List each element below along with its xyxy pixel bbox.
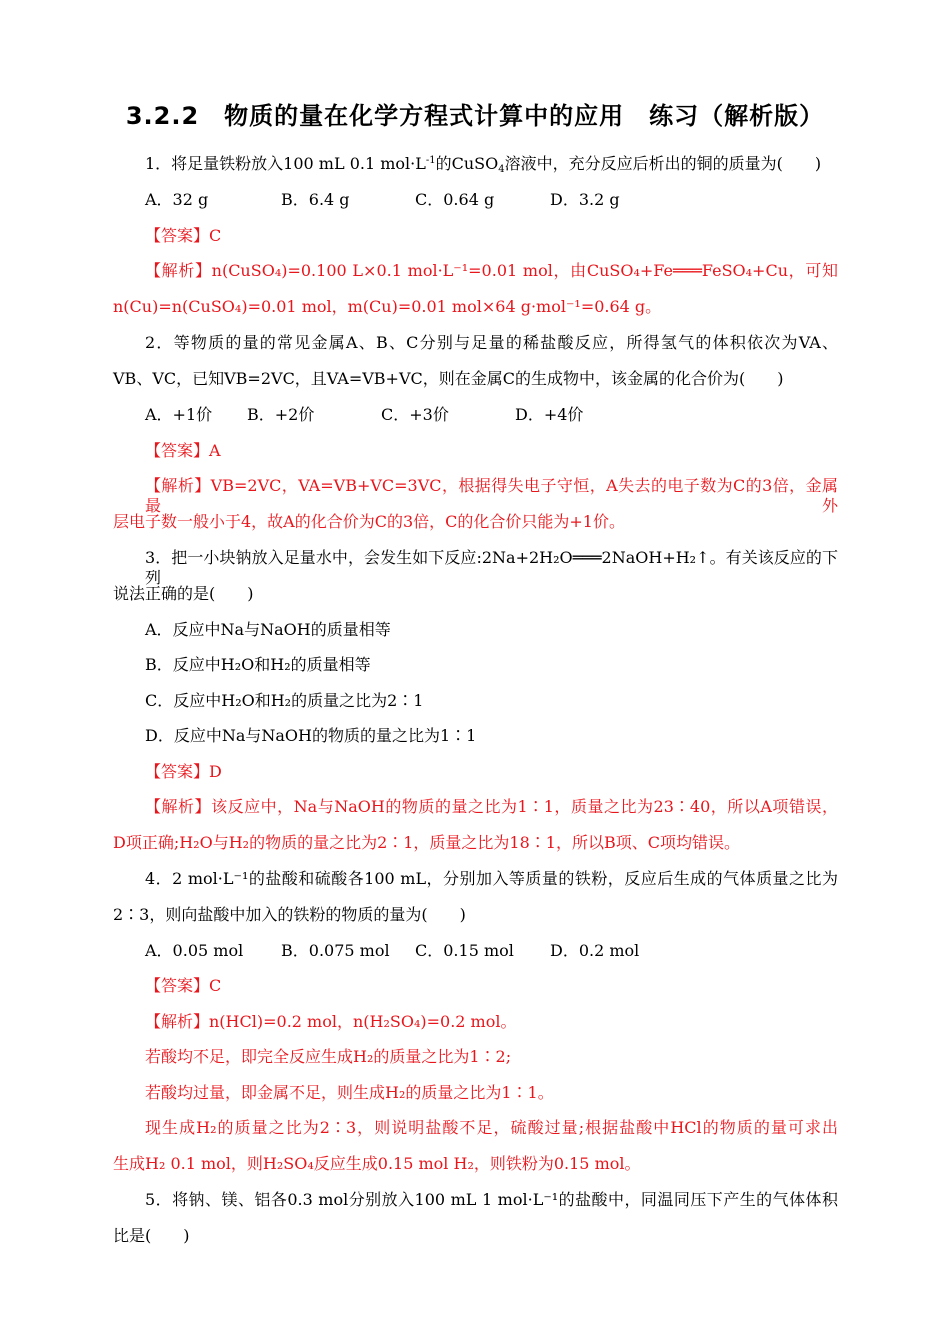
option-b: B．6.4 g — [281, 190, 350, 209]
question-3-explanation-line-1: 【解析】该反应中，Na与NaOH的物质的量之比为1∶1，质量之比为23∶40，所以A项错误， — [145, 797, 838, 816]
question-1-stem-sub: 4 — [498, 164, 505, 175]
question-2-answer: 【答案】A — [145, 441, 221, 460]
question-3-stem-line-2: 说法正确的是( ) — [113, 584, 254, 603]
option-d: D．0.2 mol — [550, 941, 640, 960]
option-c: C．0.15 mol — [415, 941, 514, 960]
question-1-stem-text-c: 溶液中，充分反应后析出的铜的质量为( ) — [504, 154, 822, 173]
option-a: A．+1价 — [145, 405, 213, 424]
page-title: 3.2.2 物质的量在化学方程式计算中的应用 练习（解析版） — [125, 102, 825, 130]
question-3-explanation-line-2: D项正确;H₂O与H₂的物质的量之比为2∶1，质量之比为18∶1，所以B项、C项均错误。 — [113, 833, 740, 852]
question-3-answer: 【答案】D — [145, 762, 222, 781]
question-1-answer: 【答案】C — [145, 226, 222, 245]
option-d: D．+4价 — [515, 405, 584, 424]
option-a: A．0.05 mol — [145, 941, 244, 960]
question-3-option-d: D．反应中Na与NaOH的物质的量之比为1∶1 — [145, 726, 477, 745]
question-3-option-b: B．反应中H₂O和H₂的质量相等 — [145, 655, 371, 674]
option-c: C．+3价 — [381, 405, 449, 424]
question-1-stem-text-b: 的CuSO — [435, 154, 499, 173]
question-3-option-a: A．反应中Na与NaOH的质量相等 — [145, 620, 391, 639]
question-5-stem-line-2: 比是( ) — [113, 1226, 190, 1245]
question-1-stem-sup: -1 — [425, 155, 436, 166]
question-4-stem-line-1: 4．2 mol·L⁻¹的盐酸和硫酸各100 mL，分别加入等质量的铁粉，反应后生成的气体质量之比为 — [145, 869, 838, 888]
question-3-option-c: C．反应中H₂O和H₂的质量之比为2∶1 — [145, 691, 424, 710]
question-2-explanation-line-1: 【解析】VB=2VC，VA=VB+VC=3VC，根据得失电子守恒，A失去的电子数为C的3倍，金属最外 — [145, 476, 838, 515]
question-1-stem-text-a: 1．将足量铁粉放入100 mL 0.1 mol·L — [145, 154, 426, 173]
question-4-explanation-line-4: 现生成H₂的质量之比为2∶3，则说明盐酸不足，硫酸过量;根据盐酸中HCl的物质的量可求出 — [145, 1118, 838, 1137]
question-2-stem-line-2: VB、VC，已知VB=2VC，且VA=VB+VC，则在金属C的生成物中，该金属的化合价为( ) — [113, 369, 784, 388]
question-5-stem-line-1: 5．将钠、镁、铝各0.3 mol分别放入100 mL 1 mol·L⁻¹的盐酸中，同温同压下产生的气体体积 — [145, 1190, 838, 1209]
question-1-stem — [145, 154, 838, 174]
option-b: B．+2价 — [247, 405, 315, 424]
question-1-explanation-line-2: n(Cu)=n(CuSO₄)=0.01 mol，m(Cu)=0.01 mol×64 g·mol⁻¹=0.64 g。 — [113, 297, 662, 316]
question-1-explanation-line-1: 【解析】n(CuSO₄)=0.100 L×0.1 mol·L⁻¹=0.01 mol，由CuSO₄+Fe═══FeSO₄+Cu，可知 — [145, 261, 838, 280]
question-4-explanation-line-1: 【解析】n(HCl)=0.2 mol，n(H₂SO₄)=0.2 mol。 — [145, 1012, 517, 1031]
option-c: C．0.64 g — [415, 190, 495, 209]
question-3-stem-line-1: 3．把一小块钠放入足量水中，会发生如下反应:2Na+2H₂O═══2NaOH+H₂↑。有关该反应的下列 — [145, 548, 838, 587]
question-4-explanation-line-3: 若酸均过量，即金属不足，则生成H₂的质量之比为1∶1。 — [145, 1083, 554, 1102]
option-d: D．3.2 g — [550, 190, 620, 209]
option-b: B．0.075 mol — [281, 941, 390, 960]
question-4-answer: 【答案】C — [145, 976, 222, 995]
question-2-stem-line-1: 2．等物质的量的常见金属A、B、C分别与足量的稀盐酸反应，所得氢气的体积依次为VA、 — [145, 333, 838, 352]
question-4-explanation-line-2: 若酸均不足，即完全反应生成H₂的质量之比为1∶2; — [145, 1047, 512, 1066]
option-a: A．32 g — [145, 190, 209, 209]
question-4-explanation-line-5: 生成H₂ 0.1 mol，则H₂SO₄反应生成0.15 mol H₂，则铁粉为0.15 mol。 — [113, 1154, 641, 1173]
question-2-explanation-line-2: 层电子数一般小于4，故A的化合价为C的3倍，C的化合价只能为+1价。 — [113, 512, 625, 531]
question-4-stem-line-2: 2∶3，则向盐酸中加入的铁粉的物质的量为( ) — [113, 905, 466, 924]
